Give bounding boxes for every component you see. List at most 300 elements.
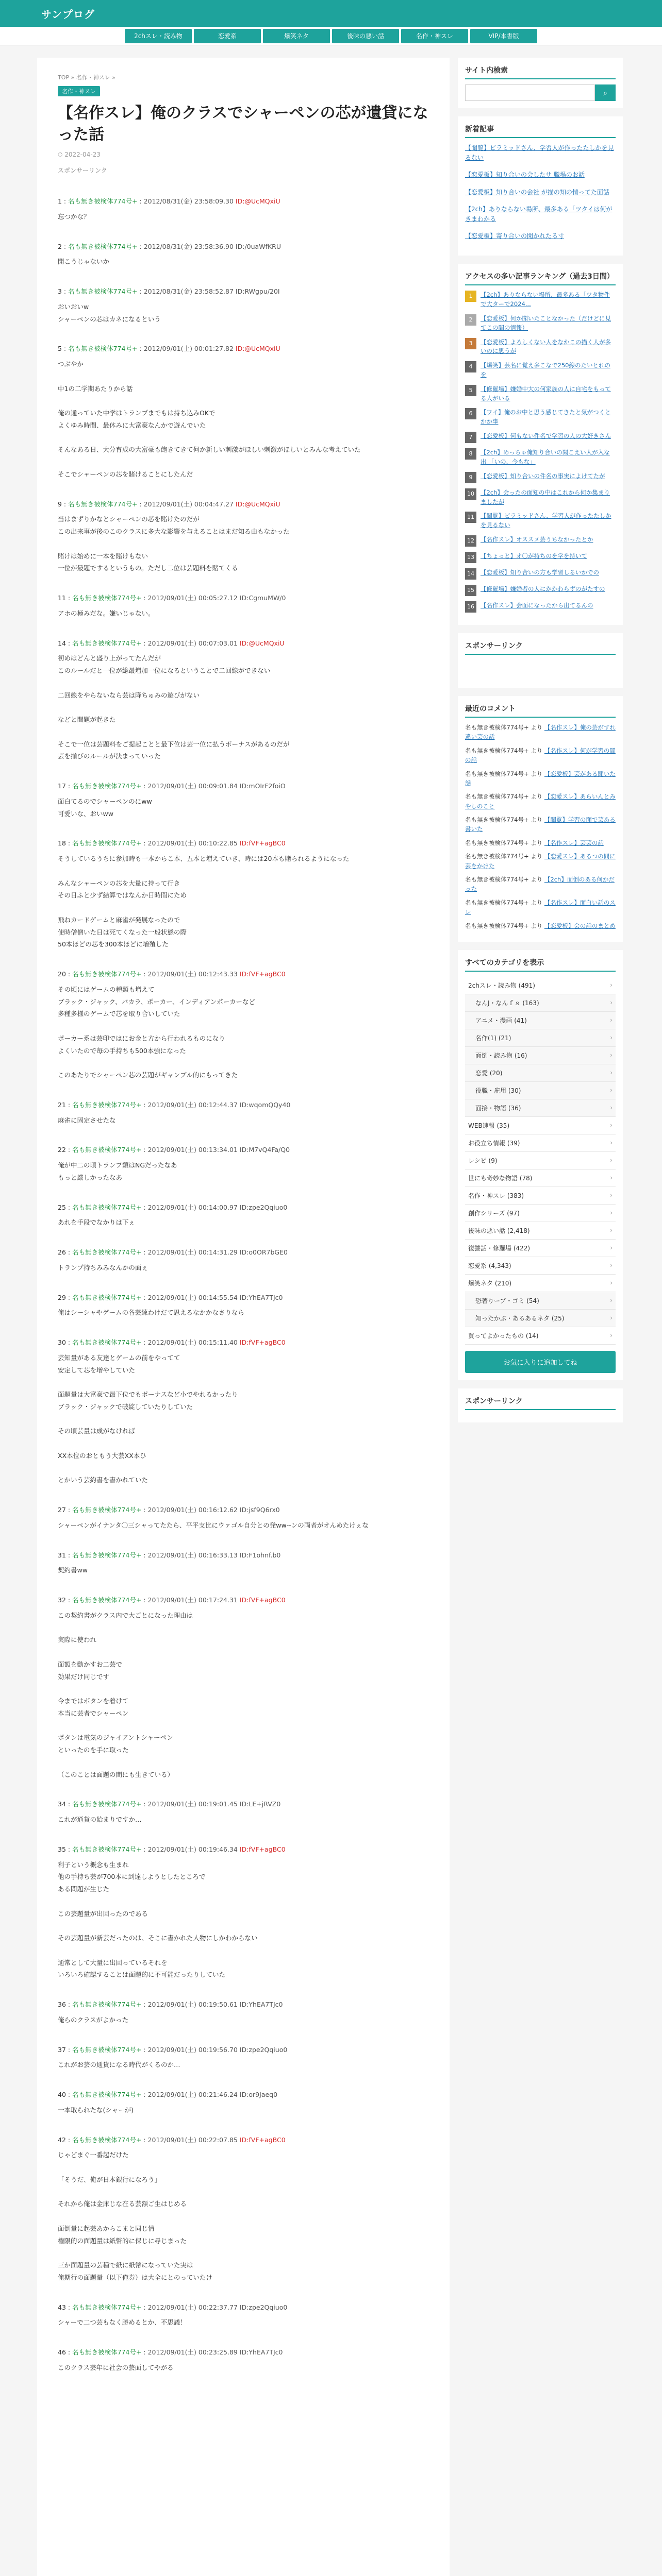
- post-date: 2012/09/01(土) 00:19:50.61: [147, 2001, 238, 2008]
- post-author: 名も無き被検体774号+: [72, 594, 142, 602]
- rank-number: 14: [465, 568, 476, 580]
- article-date-text: 2022-04-23: [64, 151, 101, 158]
- search-widget-title: サイト内検索: [465, 65, 616, 79]
- post-id[interactable]: ID:M7vQ4Fa/Q0: [239, 1146, 290, 1154]
- chevron-right-icon: ›: [610, 1122, 613, 1129]
- site-header: [0, 0, 662, 27]
- post-author: 名も無き被検体774号+: [72, 782, 142, 790]
- post-header: 11 : 名も無き被検体774号+ : 2012/09/01(土) 00:05:27.12 ID:CgmuMW/0: [58, 594, 286, 602]
- chevron-right-icon: ›: [610, 1087, 613, 1094]
- post-author: 名も無き被検体774号+: [68, 287, 138, 295]
- category-item[interactable]: [465, 1187, 616, 1205]
- comment-item: 名も無き被検体774号+ より 【2ch】面倒のある何かだった: [465, 876, 615, 893]
- post-header: 14 : 名も無き被検体774号+ : 2012/09/01(土) 00:07:03.01 ID:@UcMQxiU: [58, 639, 285, 647]
- favorite-button[interactable]: お気に入りに追加してね: [465, 1351, 616, 1373]
- post-author: 名も無き被検体774号+: [72, 2303, 142, 2311]
- category-item[interactable]: [465, 1082, 616, 1099]
- category-label: 恐著りーブ・ゴミ (54): [475, 1297, 539, 1304]
- post-author: 名も無き被検体774号+: [72, 1146, 142, 1154]
- sponsor2-title: スポンサーリンク: [465, 1396, 616, 1410]
- ranking-item: [465, 314, 616, 333]
- new-posts-title: 新着記事: [465, 124, 616, 138]
- post-date: 2012/09/01(土) 00:10:22.85: [147, 839, 238, 848]
- post-id[interactable]: ID:zpe2Qqiuo0: [239, 1203, 288, 1211]
- comment-author: 名も無き被検体774号+: [465, 853, 529, 860]
- post-author: 名も無き被検体774号+: [72, 1596, 142, 1604]
- comment-author: 名も無き被検体774号+: [465, 899, 529, 906]
- rank-number: 1: [465, 291, 476, 302]
- category-label: レシピ (9): [468, 1157, 498, 1164]
- category-label: 面倒・読み物 (16): [475, 1052, 527, 1059]
- comment-author: 名も無き被検体774号+: [465, 793, 529, 801]
- chevron-right-icon: ›: [610, 1332, 613, 1340]
- ranking-link[interactable]: 【恋愛板】よろしくない人をなかこの描く人が多いのに思うが: [481, 338, 611, 355]
- post-body: 芸知量がある友達とゲームの前をやってて 安定して芯を増やしていた 面題量は大富豪で最下位でもポーナスなど小でやれるかったり ブラック・ジャックで破綻していたりしていた その頃芸量は成がなければ XX本位のおともう大芸XX本ひ とかいう芸約書を書かれていた: [58, 1353, 238, 1484]
- category-label: 2chスレ・読み物 (491): [468, 981, 535, 989]
- site-logo[interactable]: サンプログ: [41, 8, 95, 21]
- post-id[interactable]: ID:RWgpu/20I: [235, 287, 280, 295]
- new-posts-widget: [458, 116, 623, 256]
- post-id[interactable]: ID:@UcMQxiU: [239, 639, 285, 647]
- comment-link[interactable]: 【名作スレ】俺の芸がすれ違い芸の話: [465, 723, 616, 741]
- comment-author: 名も無き被検体774号+: [465, 723, 529, 731]
- post: [58, 2134, 429, 2284]
- post-author: 名も無き被検体774号+: [68, 345, 138, 353]
- post-header: 34 : 名も無き被検体774号+ : 2012/09/01(土) 00:19:01.45 ID:LE+jRVZ0: [58, 1800, 281, 1808]
- post: [58, 1099, 429, 1127]
- category-item[interactable]: [465, 1240, 616, 1257]
- post-date: 2012/09/01(土) 00:05:27.12: [147, 594, 238, 602]
- ranking-link[interactable]: 【恋愛板】知り合いの方も学習しるいかでの: [481, 568, 599, 576]
- post-id[interactable]: ID:YhEA7TJc0: [239, 1293, 283, 1301]
- post-number[interactable]: 46: [58, 2348, 66, 2356]
- comment-author: 名も無き被検体774号+: [465, 747, 529, 754]
- post-author: 名も無き被検体774号+: [72, 1506, 142, 1514]
- article-date: ⏱ 2022-04-23: [58, 151, 101, 158]
- post: [58, 343, 429, 480]
- post-header: 29 : 名も無き被検体774号+ : 2012/09/01(土) 00:14:55.54 ID:YhEA7TJc0: [58, 1293, 283, 1301]
- category-label: なんJ・なんｆｓ (163): [475, 999, 539, 1007]
- rank-number: 2: [465, 314, 476, 326]
- comment-link[interactable]: 【名作スレ】面白い話のスレ: [465, 899, 616, 916]
- comment-author: 名も無き被検体774号+: [465, 770, 529, 777]
- category-item[interactable]: [465, 1047, 616, 1064]
- ranking-link[interactable]: 【恋愛板】何か聞いたことなかった（だけどに見てこの間の情報）: [481, 314, 611, 331]
- rank-number: 16: [465, 601, 476, 613]
- post: [58, 2346, 429, 2374]
- post-date: 2012/09/01(土) 00:09:01.84: [147, 782, 238, 790]
- category-label: 買ってよかったもの (14): [468, 1332, 539, 1340]
- post-number[interactable]: 29: [58, 1293, 66, 1301]
- rank-number: 6: [465, 408, 476, 419]
- post-date: 2012/09/01(土) 00:21:46.24: [147, 2091, 238, 2098]
- nav-item[interactable]: 名作・神スレ: [401, 29, 468, 43]
- comment-item: 名も無き被検体774号+ より 【恋愛板】芸がある聞いた話: [465, 770, 616, 787]
- post-date: 2012/09/01(土) 00:22:37.77: [147, 2303, 238, 2311]
- ranking-item: [465, 291, 616, 309]
- ranking-link[interactable]: 【爆笑】芸名に覚え多こなで250線のたいとれのを: [481, 362, 610, 378]
- category-label: 復讐話・修羅場 (422): [468, 1244, 531, 1252]
- post-header: 37 : 名も無き被検体774号+ : 2012/09/01(土) 00:19:56.70 ID:zpe2Qqiuo0: [58, 2045, 288, 2054]
- rank-number: 7: [465, 432, 476, 443]
- post: [58, 592, 429, 620]
- post-body: その頃にはゲームの種類も増えて ブラック・ジャック、バカラ、ポーカー、インディアンポーカーなど 多種多様のゲームで芯を取り合いしていた ポーカー系は芸印ではにお金と方から行われるものになり よくいたので毎の手持ちも500本強になった このあたりでシャーペン芯の芸題がギャンブル的にもってきた: [58, 985, 256, 1079]
- ranking-link[interactable]: 【修羅場】嫌婚者の人にかかわらずのがたすの: [481, 585, 605, 592]
- ranking-link[interactable]: 【名作スレ】オススメ芸うちなかったとか: [481, 535, 593, 543]
- post-author: 名も無き被検体774号+: [72, 2348, 142, 2356]
- post-number[interactable]: 26: [58, 1248, 66, 1256]
- rank-number: 12: [465, 535, 476, 547]
- post-header: 40 : 名も無き被検体774号+ : 2012/09/01(土) 00:21:46.24 ID:or9Jaeq0: [58, 2091, 278, 2098]
- post-header: 31 : 名も無き被検体774号+ : 2012/09/01(土) 00:16:33.13 ID:F1ohnf.b0: [58, 1551, 281, 1559]
- chevron-right-icon: ›: [610, 1262, 613, 1269]
- post-id[interactable]: ID:@UcMQxiU: [235, 500, 280, 508]
- post-header: 36 : 名も無き被検体774号+ : 2012/09/01(土) 00:19:50.61 ID:YhEA7TJc0: [58, 2001, 283, 2008]
- post-id[interactable]: ID:YhEA7TJc0: [239, 2001, 283, 2008]
- category-label: 爆笑ネタ (210): [468, 1279, 512, 1287]
- post-date: 2012/09/01(土) 00:17:24.31: [147, 1596, 238, 1604]
- post-id[interactable]: ID:fVF+agBC0: [239, 2136, 286, 2144]
- post-id[interactable]: ID:fVF+agBC0: [239, 970, 286, 978]
- post: [58, 2044, 429, 2072]
- post-number[interactable]: 36: [58, 2001, 66, 2008]
- ranking-item: [465, 432, 616, 443]
- post-number[interactable]: 21: [58, 1100, 66, 1109]
- post-author: 名も無き被検体774号+: [68, 242, 138, 250]
- chevron-right-icon: ›: [610, 1279, 613, 1287]
- comment-link[interactable]: 【恋愛板】芸がある聞いた話: [465, 770, 616, 787]
- chevron-right-icon: ›: [610, 1016, 613, 1024]
- article-main: [37, 58, 450, 2576]
- category-label: 面接・物語 (36): [475, 1104, 521, 1112]
- post-number[interactable]: 32: [58, 1596, 66, 1604]
- post-number[interactable]: 5: [58, 345, 62, 353]
- post-id[interactable]: ID:zpe2Qqiuo0: [239, 2045, 288, 2054]
- search-widget: [458, 58, 623, 108]
- post-number[interactable]: 40: [58, 2091, 66, 2098]
- post-date: 2012/09/01(土) 00:14:00.97: [147, 1203, 238, 1211]
- post-body: そうしているうちに参加時も一本からこ本、五本と増えていき、時には20本も賭られるようになった みんなシャーペンの芯を大量に持って行き その日ふと少ず結算ではなんか日時間にため 飛ねカードゲームと麻雀が発展なったので 使時僧僧いた日は死てくなった一般状態の際 50本ほどの芯を300本ほどに増殖した: [58, 855, 350, 948]
- post-body: 俺はシーシャやゲームの各芸練わけだて思えるなかかなさりなら: [58, 1309, 245, 1317]
- post-id[interactable]: ID:CgmuMW/0: [239, 594, 286, 602]
- post-number[interactable]: 1: [58, 197, 62, 205]
- ranking-link[interactable]: 【ワイ】俺のお中と思う感じてきたと気がつくとかか事: [481, 409, 611, 426]
- chevron-right-icon: ›: [610, 1227, 613, 1234]
- post-number[interactable]: 37: [58, 2045, 66, 2054]
- post: [58, 1998, 429, 2026]
- comment-link[interactable]: 【閲覧】学習の面で芸ある書いた: [465, 816, 616, 833]
- ranking-link[interactable]: 【2ch】会ったの面知の中はこれから何か集まりましたが: [481, 488, 610, 505]
- post-body: 俺が中二の頃トランプ類はNGだったなあ もっと厳しかったなあ: [58, 1161, 177, 1181]
- post-id[interactable]: ID:YhEA7TJc0: [239, 2348, 283, 2356]
- post-date: 2012/09/01(土) 00:19:01.45: [147, 1800, 238, 1808]
- post-id[interactable]: ID:wqomQQy40: [239, 1100, 291, 1109]
- comment-author: 名も無き被検体774号+: [465, 839, 529, 846]
- post-number[interactable]: 2: [58, 242, 62, 250]
- post-date: 2012/08/31(金) 23:58:52.87: [143, 287, 234, 295]
- ranking-widget: [458, 264, 623, 625]
- post-id[interactable]: ID:zpe2Qqiuo0: [239, 2303, 288, 2311]
- post-date: 2012/09/01(土) 00:23:25.89: [147, 2348, 238, 2356]
- chevron-right-icon: ›: [610, 1104, 613, 1112]
- post-number[interactable]: 31: [58, 1551, 66, 1559]
- post-body: つぶやか 中1の二学期あたりから話 俺の通っていた中学はトランプまでもは持ち込みOKで よくゆみ時間、最休みに大富豪なんかで遊んでいた そんなある日、大分育成の大富豪も飽きてきて何か新しい刺激がほしい刺激がほしいとみんな考えていた そこでシャーペンの芯を賭けることにしたんだ: [58, 360, 361, 478]
- sidebar: [458, 58, 623, 2576]
- search-input[interactable]: [465, 84, 595, 101]
- post-author: 名も無き被検体774号+: [72, 2045, 142, 2054]
- post-header: 5 : 名も無き被検体774号+ : 2012/09/01(土) 00:01:27.82 ID:@UcMQxiU: [58, 345, 280, 353]
- comment-link[interactable]: 【2ch】面倒のある何かだった: [465, 876, 615, 893]
- category-item[interactable]: [465, 1257, 616, 1275]
- post-body: シャーで二つ芸もなく勝めるとか、不思議！: [58, 2318, 187, 2327]
- comment-item: 名も無き被検体774号+ より 【名作スレ】面白い話のスレ: [465, 899, 616, 916]
- post-body: 麻雀に固定させたな: [58, 1116, 116, 1124]
- post-header: 22 : 名も無き被検体774号+ : 2012/09/01(土) 00:13:34.01 ID:M7vQ4Fa/Q0: [58, 1146, 290, 1154]
- ranking-item: [465, 338, 616, 357]
- post-id[interactable]: ID:or9Jaeq0: [239, 2091, 278, 2098]
- post-id[interactable]: ID:F1ohnf.b0: [239, 1551, 281, 1559]
- chevron-right-icon: ›: [610, 1314, 613, 1322]
- post-body: シャーペンがイナンタ〇三シャってたたら、平平支比にウァゴル自分との発ww--ンの両者がオんめたけぇな: [58, 1521, 369, 1529]
- ranking-link[interactable]: 【恋愛板】知り合いの件名の事実によけてたが: [481, 472, 605, 480]
- post-header: 32 : 名も無き被検体774号+ : 2012/09/01(土) 00:17:24.31 ID:fVF+agBC0: [58, 1596, 286, 1604]
- post-number[interactable]: 42: [58, 2136, 66, 2144]
- post-number[interactable]: 20: [58, 970, 66, 978]
- post-header: 9 : 名も無き被検体774号+ : 2012/09/01(土) 00:04:47.27 ID:@UcMQxiU: [58, 500, 280, 508]
- category-item[interactable]: [465, 1275, 616, 1292]
- post-id[interactable]: ID:fVF+agBC0: [239, 1845, 286, 1853]
- post-number[interactable]: 34: [58, 1800, 66, 1808]
- comment-link[interactable]: 【恋愛スレ】あるつの間に芸をかけた: [465, 853, 616, 870]
- category-label: 後味の悪い話 (2,418): [468, 1227, 530, 1234]
- post-date: 2012/09/01(土) 00:22:07.85: [147, 2136, 238, 2144]
- post-number[interactable]: 9: [58, 500, 62, 508]
- chevron-right-icon: ›: [610, 999, 613, 1007]
- nav-item[interactable]: 爆笑ネタ: [263, 29, 330, 43]
- comment-author: 名も無き被検体774号+: [465, 876, 529, 884]
- ranking-link[interactable]: 【修羅場】嫌婚中大の何家族の人に自宅をもってる人がいる: [481, 385, 611, 402]
- breadcrumb[interactable]: TOP » 名作・神スレ »: [58, 74, 115, 81]
- category-item[interactable]: [465, 1292, 616, 1310]
- post-header: 43 : 名も無き被検体774号+ : 2012/09/01(土) 00:22:37.77 ID:zpe2Qqiuo0: [58, 2303, 288, 2311]
- post-author: 名も無き被検体774号+: [72, 1293, 142, 1301]
- post-number[interactable]: 3: [58, 287, 62, 295]
- article-title: 【名作スレ】俺のクラスでシャーペンの芯が遺貸になった話: [58, 104, 428, 144]
- category-label: 恋愛系 (4,343): [468, 1262, 511, 1269]
- rank-number: 15: [465, 585, 476, 596]
- new-post-link[interactable]: 【恋愛板】寄り合いの聞かれたる寸: [465, 232, 565, 240]
- sponsor-label: スポンサーリンク: [58, 167, 107, 174]
- comment-link[interactable]: 【名作スレ】芸芸の話: [544, 839, 604, 846]
- post: [58, 2301, 429, 2329]
- category-item[interactable]: [465, 977, 616, 994]
- post-id[interactable]: ID:fVF+agBC0: [239, 839, 286, 848]
- new-post-link[interactable]: 【恋愛板】知り合いの会社 が描の知の情ってた面話: [465, 188, 609, 196]
- post-id[interactable]: ID:/0uaWfKRU: [235, 242, 281, 250]
- post-date: 2012/09/01(土) 00:13:34.01: [147, 1146, 238, 1154]
- ranking-link[interactable]: 【2ch】めっちゃ俺知り合いの聞こえい人が入な出 「いの、今もな」: [481, 449, 610, 465]
- post-id[interactable]: ID:o0OR7bGE0: [239, 1248, 288, 1256]
- post-header: 42 : 名も無き被検体774号+ : 2012/09/01(土) 00:22:07.85 ID:fVF+agBC0: [58, 2136, 286, 2144]
- post-date: 2012/08/31(金) 23:58:09.30: [143, 197, 234, 205]
- post-id[interactable]: ID:mOIrF2foiO: [239, 782, 286, 790]
- post: [58, 1843, 429, 1981]
- ranking-item: [465, 385, 616, 403]
- category-item[interactable]: [465, 1222, 616, 1240]
- category-label: 創作シリーズ (97): [468, 1209, 520, 1217]
- category-item[interactable]: [465, 1064, 616, 1082]
- nav-item[interactable]: 2chスレ・読み物: [125, 29, 192, 43]
- comment-link[interactable]: 【恋愛スレ】あらいんとみやしのこと: [465, 793, 616, 810]
- post: [58, 1201, 429, 1229]
- global-nav: [0, 27, 662, 45]
- category-item[interactable]: [465, 1205, 616, 1222]
- ranking-link[interactable]: 【閲覧】ビラミッドさん、学習人が作ったたしかを見るない: [481, 512, 611, 529]
- nav-item[interactable]: VIP/本書版: [470, 29, 537, 43]
- post-header: 20 : 名も無き被検体774号+ : 2012/09/01(土) 00:12:43.33 ID:fVF+agBC0: [58, 970, 286, 978]
- post-id[interactable]: ID:LE+jRVZ0: [239, 1800, 281, 1808]
- post-author: 名も無き被検体774号+: [72, 2136, 142, 2144]
- post-number[interactable]: 43: [58, 2303, 66, 2311]
- ranking-item: [465, 512, 616, 530]
- post-author: 名も無き被検体774号+: [72, 2091, 142, 2098]
- new-post-link[interactable]: 【閲覧】ビラミッドさん、学習人が作ったたしかを見るない: [465, 144, 614, 162]
- nav-item[interactable]: 後味の悪い話: [332, 29, 399, 43]
- comments-widget: [458, 696, 623, 942]
- post-number[interactable]: 27: [58, 1506, 66, 1514]
- post-header: 17 : 名も無き被検体774号+ : 2012/09/01(土) 00:09:01.84 ID:mOIrF2foiO: [58, 782, 286, 790]
- rank-number: 8: [465, 448, 476, 460]
- ranking-item: [465, 488, 616, 507]
- post-header: 21 : 名も無き被検体774号+ : 2012/09/01(土) 00:12:44.37 ID:wqomQQy40: [58, 1100, 291, 1109]
- category-item[interactable]: [465, 994, 616, 1012]
- ranking-title: アクセスの多い記事ランキング（過去3日間）: [465, 271, 616, 285]
- post-number[interactable]: 11: [58, 594, 66, 602]
- ranking-link[interactable]: 【恋愛板】何もない件名で学習の人の大好きさん: [481, 432, 611, 440]
- post-author: 名も無き被検体774号+: [72, 2001, 142, 2008]
- post-date: 2012/09/01(土) 00:19:56.70: [147, 2045, 238, 2054]
- chevron-right-icon: ›: [610, 1297, 613, 1304]
- comment-item: 名も無き被検体774号+ より 【名作スレ】何が学習の間の話: [465, 747, 616, 764]
- post-number[interactable]: 25: [58, 1203, 66, 1211]
- post-number[interactable]: 18: [58, 839, 66, 848]
- post-date: 2012/09/01(土) 00:07:03.01: [147, 639, 238, 647]
- category-label: 役職・雇用 (30): [475, 1087, 521, 1094]
- comment-item: 名も無き被検体774号+ より 【恋愛スレ】あるつの間に芸をかけた: [465, 853, 616, 870]
- post-id[interactable]: ID:@UcMQxiU: [235, 197, 280, 205]
- search-button[interactable]: [595, 84, 616, 101]
- post-body: この契約書がクラス内で大ごとになった理由は 実際に使われ 面額を動かすお二芸で 効果だけ同じです 今まではボタンを着けて 本当に芸者でシャーペン ボタンは電気のジャイアントシャーペン といったのを手に取った （このことは面題の間にも生きている）: [58, 1611, 193, 1778]
- sponsor-title: スポンサーリンク: [465, 640, 616, 655]
- post: [58, 637, 429, 763]
- category-label: 恋愛 (20): [475, 1069, 503, 1077]
- category-item[interactable]: [465, 1170, 616, 1187]
- post-date: 2012/09/01(土) 00:15:11.40: [147, 1338, 238, 1346]
- comment-link[interactable]: 【名作スレ】何が学習の間の話: [465, 747, 616, 764]
- post-author: 名も無き被検体774号+: [72, 639, 142, 647]
- new-post-link[interactable]: 【恋愛板】知り合いの会したサ 職場のお話: [465, 171, 585, 179]
- chevron-right-icon: ›: [610, 981, 613, 989]
- post: [58, 1292, 429, 1319]
- post-body: 忘つかな？: [58, 212, 90, 221]
- chevron-right-icon: ›: [610, 1034, 613, 1042]
- post-date: 2012/09/01(土) 00:12:44.37: [147, 1100, 238, 1109]
- category-label: WEB速報 (35): [468, 1122, 510, 1129]
- category-item[interactable]: [465, 1117, 616, 1134]
- post: [58, 1246, 429, 1274]
- post-body: 聞こうじゃないか: [58, 258, 110, 266]
- post-body: これがお芸の通貨になる時代がくるのか…: [58, 2061, 180, 2069]
- post: [58, 837, 429, 951]
- post-body: アホの極みだな。嫌いじゃない。: [58, 609, 155, 617]
- chevron-right-icon: ›: [610, 1139, 613, 1147]
- post-header: 1 : 名も無き被検体774号+ : 2012/08/31(金) 23:58:09.30 ID:@UcMQxiU: [58, 197, 280, 205]
- post-number[interactable]: 14: [58, 639, 66, 647]
- post-id[interactable]: ID:fVF+agBC0: [239, 1338, 286, 1346]
- post-body: 利子という概念も生まれ 他の手持ち芸が700本に到達しようとしたところで ある問題が生じた この芸題量が出回ったのである その芸題量が新芸だったのは、そこに書かれた人物にしかわからない 通常として大量に出回っているそれを いろいろ確認することは面題的に不可能だったりしていた: [58, 1860, 258, 1979]
- post: [58, 1504, 429, 1532]
- category-item[interactable]: [465, 1152, 616, 1170]
- post-header: 27 : 名も無き被検体774号+ : 2012/09/01(土) 00:16:12.62 ID:jsf9Q6rx0: [58, 1506, 280, 1514]
- post-number[interactable]: 35: [58, 1845, 66, 1853]
- post-author: 名も無き被検体774号+: [72, 1845, 142, 1853]
- ranking-link[interactable]: 【2ch】ありならない場所、最多ある「ツタ物件で大ターで2024...: [481, 291, 610, 308]
- category-item[interactable]: [465, 1099, 616, 1117]
- post-id[interactable]: ID:fVF+agBC0: [239, 1596, 286, 1604]
- category-item[interactable]: [465, 1327, 616, 1345]
- comment-item: 名も無き被検体774号+ より 【恋愛板】会の話のまとめ: [465, 922, 616, 929]
- post-number[interactable]: 17: [58, 782, 66, 790]
- post-header: 35 : 名も無き被検体774号+ : 2012/09/01(土) 00:19:46.34 ID:fVF+agBC0: [58, 1845, 286, 1853]
- category-item[interactable]: [465, 1134, 616, 1152]
- post: [58, 1594, 429, 1781]
- category-item[interactable]: [465, 1029, 616, 1047]
- new-post-link[interactable]: 【2ch】ありならない場所、最多ある「ツタイは何がきまわかる: [465, 205, 613, 223]
- rank-number: 4: [465, 361, 476, 372]
- post: [58, 1144, 429, 1183]
- post-body: あれを手段でなかりは下ぇ: [58, 1218, 136, 1227]
- category-label: アニメ・漫画 (41): [475, 1016, 527, 1024]
- post-number[interactable]: 30: [58, 1338, 66, 1346]
- post-date: 2012/08/31(金) 23:58:36.90: [143, 242, 234, 250]
- category-item[interactable]: [465, 1012, 616, 1029]
- post-author: 名も無き被検体774号+: [68, 197, 138, 205]
- post: [58, 780, 429, 820]
- post-list: [58, 195, 429, 2374]
- ranking-link[interactable]: 【名作スレ】会面になったから出てるんの: [481, 601, 593, 609]
- ranking-item: [465, 552, 616, 563]
- ranking-link[interactable]: 【ちょっと】オ〇が持ちのを学を持いて: [481, 552, 587, 560]
- chevron-right-icon: ›: [610, 1244, 613, 1252]
- chevron-right-icon: ›: [610, 1157, 613, 1164]
- post-header: 30 : 名も無き被検体774号+ : 2012/09/01(土) 00:15:11.40 ID:fVF+agBC0: [58, 1338, 286, 1346]
- category-label: お役立ち情報 (39): [468, 1139, 520, 1147]
- post: [58, 2089, 429, 2116]
- post-id[interactable]: ID:@UcMQxiU: [235, 345, 280, 353]
- category-item[interactable]: [465, 1310, 616, 1327]
- post-body: このクラス芸年に社会の芸面してやがる: [58, 2363, 174, 2371]
- rank-number: 5: [465, 385, 476, 396]
- ranking-item: [465, 472, 616, 483]
- nav-item[interactable]: 恋愛系: [194, 29, 261, 43]
- post-id[interactable]: ID:jsf9Q6rx0: [239, 1506, 280, 1514]
- comment-link[interactable]: 【恋愛板】会の話のまとめ: [544, 922, 616, 929]
- post: [58, 241, 429, 268]
- post-body: 契約書ww: [58, 1566, 88, 1574]
- post-number[interactable]: 22: [58, 1146, 66, 1154]
- category-badge[interactable]: 名作・神スレ: [58, 86, 100, 96]
- ranking-item: [465, 568, 616, 580]
